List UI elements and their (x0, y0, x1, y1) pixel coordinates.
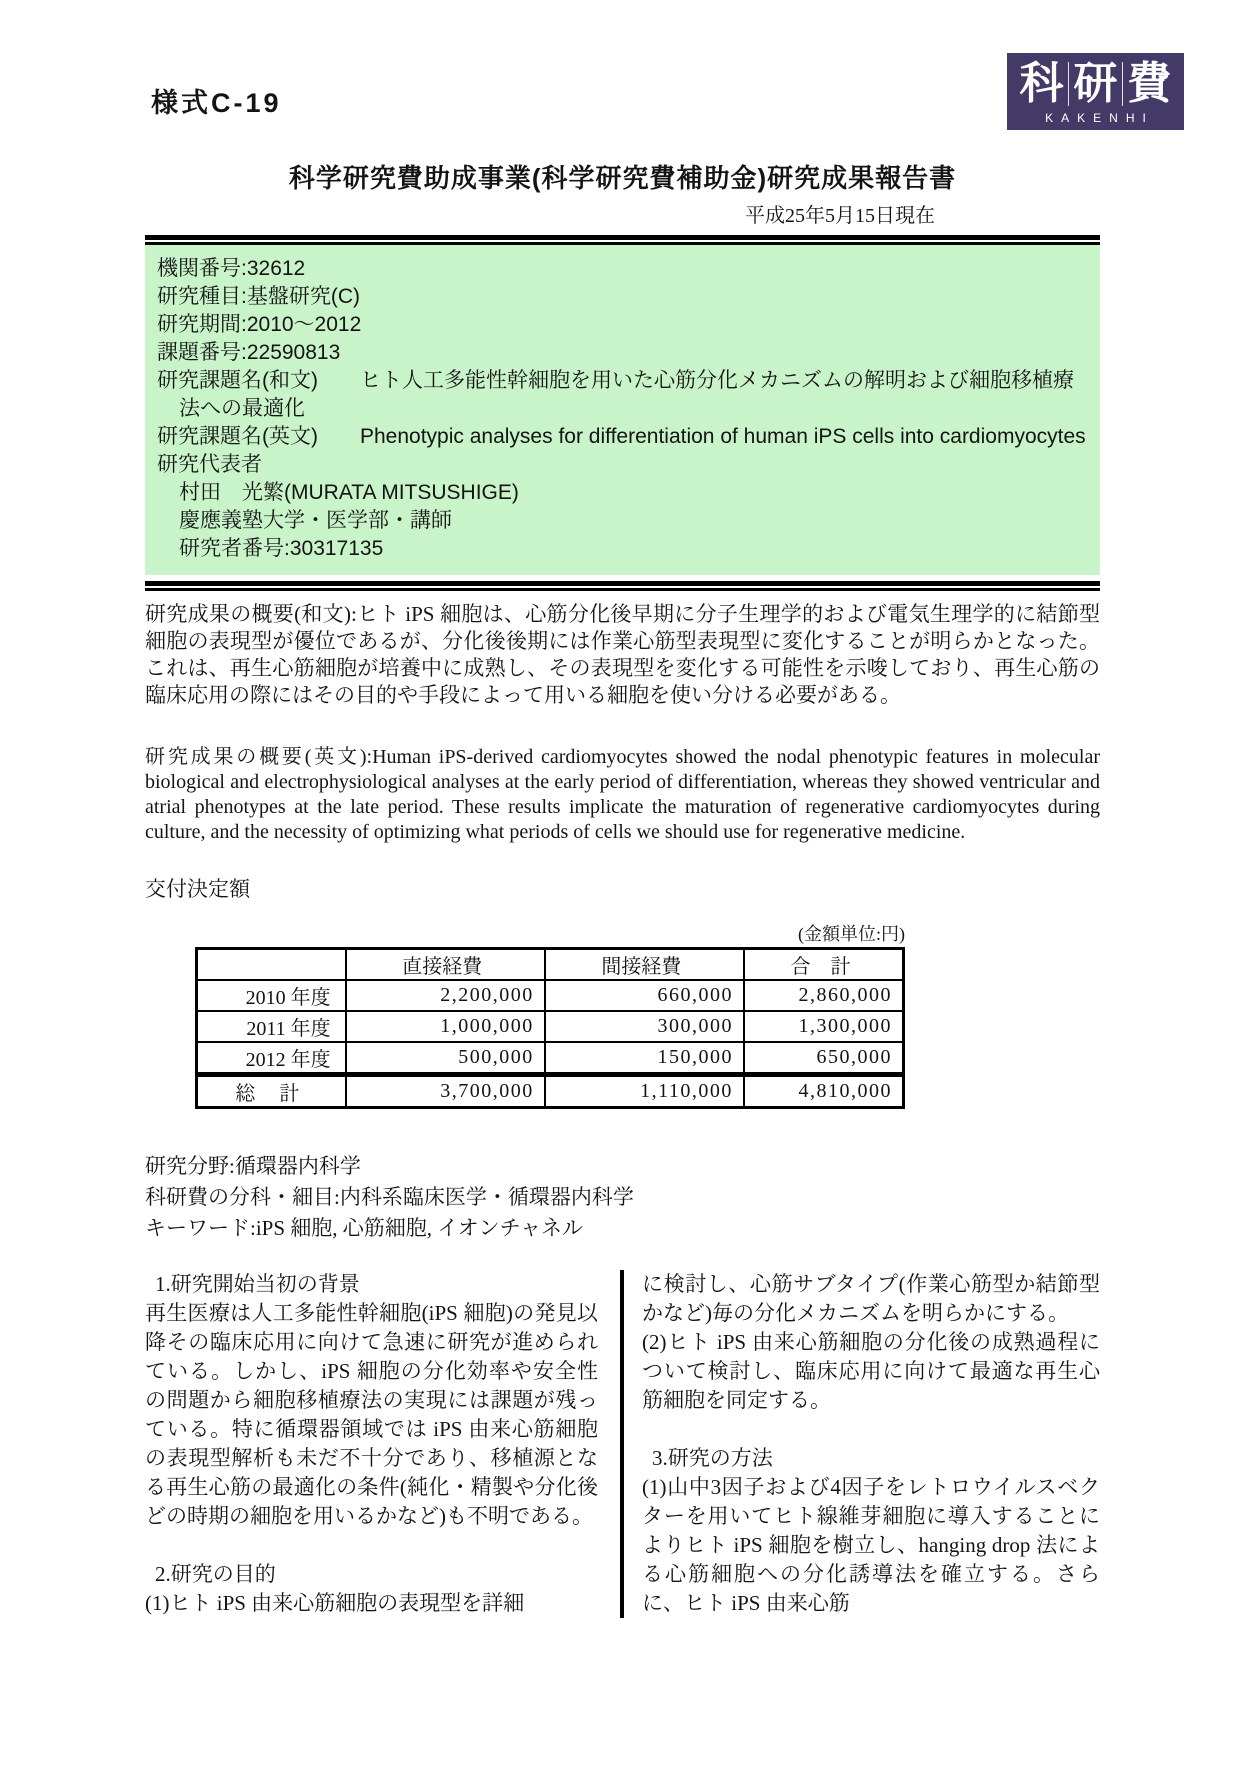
budget-row-2010 (197, 980, 904, 1011)
purpose-paragraph: (1)ヒト iPS 由来心筋細胞の表現型を詳細 (145, 1591, 525, 1615)
keywords-line: キーワード:iPS 細胞, 心筋細胞, イオンチャネル (145, 1216, 584, 1240)
kakenhi-logo-kanji: 研 (1068, 62, 1122, 106)
budget-grand-total: 4,810,000 (744, 1075, 904, 1108)
budget-table (195, 947, 905, 1109)
double-rule-bottom (145, 581, 1100, 591)
two-column-body (145, 1270, 1100, 1618)
budget-indirect-cost: 660,000 (545, 980, 744, 1011)
budget-header-direct: 直接経費 (346, 949, 545, 981)
kakenhi-logo (1007, 53, 1184, 130)
budget-indirect-cost: 300,000 (545, 1011, 744, 1042)
kakenhi-logo-kanji: 科 (1019, 59, 1064, 108)
pi-affiliation-line: 慶應義塾大学・医学部・講師 (179, 509, 452, 532)
pi-heading-line: 研究代表者 (157, 453, 262, 476)
budget-total-cost: 2,860,000 (744, 980, 904, 1011)
summary-japanese-label: 研究成果の概要(和文): (145, 602, 357, 626)
background-paragraph: 再生医療は人工多能性幹細胞(iPS 細胞)の発見以降その臨床応用に向けて急速に研究が進められている。しかし、iPS 細胞の分化効率や安全性の問題から細胞移植療法の実現には課題が残っている。特に循環器領域では iPS 由来心筋細胞の表現型解析も未だ不十分であり、移植源となる再生心筋の最適化の条件(純化・精製や分化後どの時期の細胞を用いるかなど)も不明である。 (145, 1301, 598, 1528)
methods-paragraph: (1)山中3因子および4因子をレトロウイルスベクターを用いてヒト線維芽細胞に導入することによりヒト iPS 細胞を樹立し、hanging drop 法による心筋細胞への分化誘導法を確立する。さらに、ヒト iPS 由来心筋 (642, 1475, 1100, 1615)
budget-total-label: 総 計 (197, 1075, 346, 1108)
budget-unit-note: (金額単位:円) (798, 924, 905, 944)
purpose-item2-paragraph: (2)ヒト iPS 由来心筋細胞の分化後の成熟過程について検討し、臨床応用に向けて最適な再生心筋細胞を同定する。 (642, 1330, 1100, 1412)
section-heading-purpose: 2.研究の目的 (155, 1562, 276, 1586)
budget-indirect-cost-total: 1,110,000 (545, 1075, 744, 1108)
budget-header-indirect: 間接経費 (545, 949, 744, 981)
report-date: 平成25年5月15日現在 (745, 205, 935, 227)
budget-total-cost: 1,300,000 (744, 1011, 904, 1042)
budget-header-total: 合 計 (744, 949, 904, 981)
project-info-box (145, 245, 1100, 575)
research-category-line: 研究種目:基盤研究(C) (157, 285, 360, 308)
budget-row-label: 2010 年度 (197, 980, 346, 1011)
pi-name-line: 村田 光繁(MURATA MITSUSHIGE) (179, 481, 519, 504)
kakenhi-logo-kanji: 費 (1122, 62, 1176, 106)
section-heading-methods: 3.研究の方法 (652, 1446, 773, 1470)
kakenhi-logo-latin: KAKENHI (1045, 111, 1154, 125)
pi-number-line: 研究者番号:30317135 (179, 537, 384, 560)
summary-english (145, 745, 1100, 845)
budget-grand-total-row (197, 1075, 904, 1108)
project-number-line: 課題番号:22590813 (157, 341, 341, 364)
budget-row-2012 (197, 1042, 904, 1075)
section-detail-line: 科研費の分科・細目:内科系臨床医学・循環器内科学 (145, 1185, 634, 1209)
column-right (620, 1270, 1100, 1618)
summary-japanese-text: ヒト iPS 細胞は、心筋分化後早期に分子生理学的および電気生理学的に結節型細胞の表現型が優位であるが、分化後後期には作業心筋型表現型に変化することが明らかとなった。これは、再生心筋細胞が培養中に成熟し、その表現型を変化する可能性を示唆しており、再生心筋の臨床応用の際にはその目的や手段によって用いる細胞を使い分ける必要がある。 (145, 602, 1100, 707)
budget-direct-cost: 500,000 (346, 1042, 545, 1075)
budget-row-label: 2012 年度 (197, 1042, 346, 1075)
double-rule-top (145, 235, 1100, 245)
research-field-line: 研究分野:循環器内科学 (145, 1154, 361, 1178)
summary-english-label: 研究成果の概要(英文): (145, 746, 373, 768)
project-title-en-line: 研究課題名(英文) Phenotypic analyses for differentiation of human iPS cells into cardiomyocytes (157, 425, 1086, 448)
form-code-label: 様式C-19 (151, 88, 282, 118)
budget-direct-cost: 2,200,000 (346, 980, 545, 1011)
kakenhi-logo-kanji-row (1015, 57, 1176, 111)
budget-row-2011 (197, 1011, 904, 1042)
budget-section-title: 交付決定額 (145, 877, 250, 901)
budget-header-row (197, 949, 904, 981)
document-title: 科学研究費助成事業(科学研究費補助金)研究成果報告書 (288, 163, 957, 193)
page-header (145, 45, 1172, 142)
purpose-continuation-paragraph: に検討し、心筋サブタイプ(作業心筋型か結節型かなど)毎の分化メカニズムを明らかにする。 (642, 1272, 1100, 1325)
budget-header-blank (197, 949, 346, 981)
research-meta-block (145, 1151, 1100, 1244)
research-period-line: 研究期間:2010〜2012 (157, 313, 362, 336)
summary-japanese (145, 601, 1100, 709)
institution-number-line: 機関番号:32612 (157, 257, 306, 280)
budget-total-cost: 650,000 (744, 1042, 904, 1075)
column-left (145, 1270, 620, 1618)
budget-direct-cost: 1,000,000 (346, 1011, 545, 1042)
section-heading-background: 1.研究開始当初の背景 (155, 1272, 360, 1296)
summary-english-text: Human iPS-derived cardiomyocytes showed the nodal phenotypic features in molecular biological and electrophysiological analyses at the early period of differentiation, whereas they showed ventricular and atrial phenotypes at the late period. These results implicate the maturation of regenerative cardiomyocytes during culture, and the necessity of optimizing what periods of cells we should use for regenerative medicine. (145, 746, 1100, 843)
budget-direct-cost-total: 3,700,000 (346, 1075, 545, 1108)
project-title-ja-line: 研究課題名(和文) ヒト人工多能性幹細胞を用いた心筋分化メカニズムの解明および細胞移植療法への最適化 (157, 369, 1074, 420)
budget-row-label: 2011 年度 (197, 1011, 346, 1042)
budget-indirect-cost: 150,000 (545, 1042, 744, 1075)
